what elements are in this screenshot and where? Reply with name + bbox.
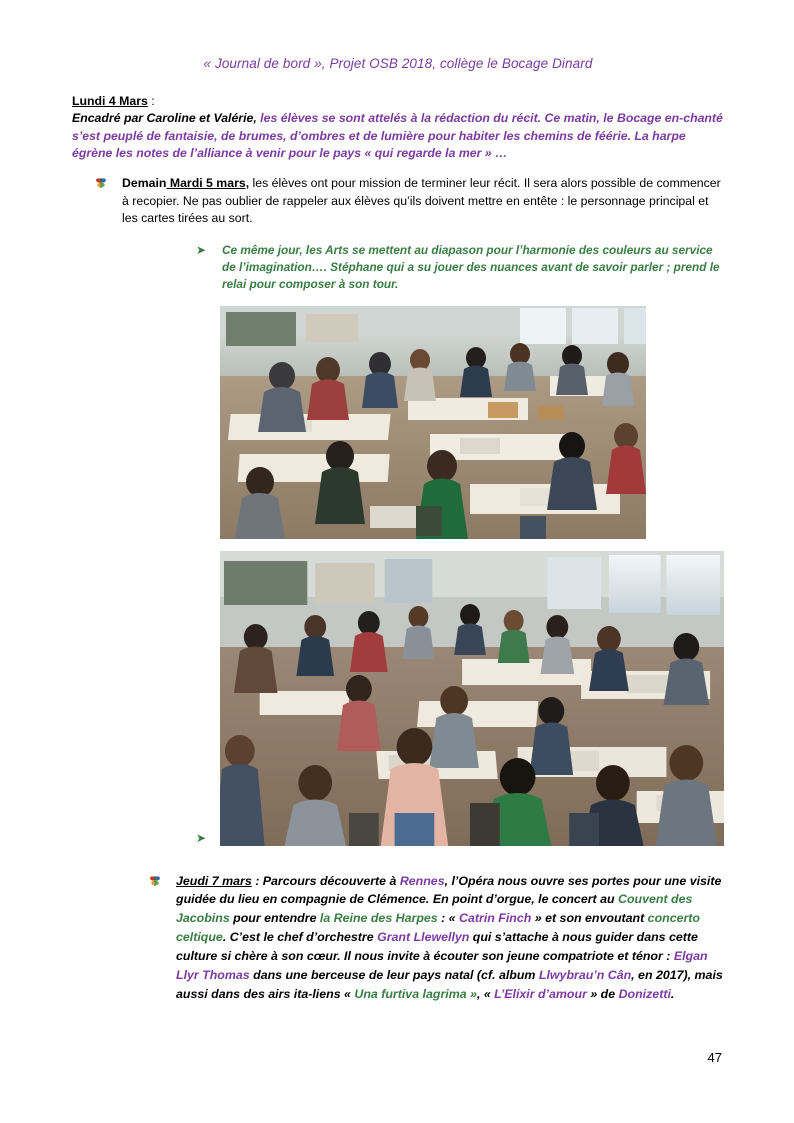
final-seg16: dans une berceuse de leur pays natal (cf. album (249, 967, 539, 982)
final-seg18: , en 2017), mais aussi dans des airs ita-liens « (176, 967, 723, 1001)
intro-purple-text: les élèves se sont attelés à la rédaction du récit. Ce matin, le Bocage en-chanté s’est peuplé de fantaisie, de brumes, d’ombres et de lumière pour habiter les chemins de féérie. La harpe égrène les notes de l’alliance à venir pour le pays « qui regarde la mer » … (72, 111, 723, 161)
final-seg22: » de (586, 986, 619, 1001)
document-header: « Journal de bord », Projet OSB 2018, collège le Bocage Dinard (203, 56, 593, 71)
arrow-bullet-icon-2: ➤ (196, 830, 207, 845)
final-grant-llewellyn: Grant Llewellyn (377, 930, 470, 945)
final-couvent: Couvent des Jacobins (176, 892, 693, 926)
intro-paragraph (72, 93, 724, 163)
final-seg10: » et son envoutant (531, 911, 648, 926)
bullet-demain-date: Mardi 5 mars, (166, 175, 250, 190)
final-seg20: , « (476, 986, 495, 1001)
bullet-item-demain (94, 175, 724, 228)
final-donizetti: Donizetti (618, 986, 671, 1001)
final-seg14: qui s’attache à nous guider dans cette culture si chère à son cœur. Il nous invite à écouter son jeune compatriote et ténor : (176, 930, 698, 963)
intro-colon: : (147, 94, 155, 108)
final-album: Llwybrau’n Cân (538, 967, 632, 982)
page-number: 47 (707, 1050, 722, 1065)
intro-date-heading: Lundi 4 Mars (72, 94, 148, 108)
final-reine-harpes: la Reine des Harpes (319, 911, 438, 926)
final-seg6: pour entendre (229, 911, 320, 926)
final-seg8: : « (437, 911, 460, 926)
classroom-photo-1 (220, 306, 646, 539)
final-seg12: . C’est le chef d’orchestre (222, 930, 378, 945)
sub-bullet-arts-text: Ce même jour, les Arts se mettent au diapason pour l’harmonie des couleurs au service de l’imagination…. Stéphane qui a su jouer des nuances avant de savoir parler ; prend le relai pour composer à son tour. (222, 243, 720, 292)
bullet-item-jeudi (148, 872, 724, 1004)
final-rennes: Rennes (399, 873, 445, 888)
classroom-photo-2 (220, 551, 724, 846)
butterfly-bullet-icon (94, 176, 108, 190)
intro-encadre-text: Encadré par Caroline et Valérie, (72, 111, 257, 126)
final-date: Jeudi 7 mars (176, 873, 252, 888)
arrow-bullet-icon: ➤ (196, 243, 207, 258)
final-catrin-finch: Catrin Finch (459, 911, 532, 926)
photo-container-2 (72, 551, 724, 846)
final-elixir: L’Elixir d’amour (494, 986, 587, 1001)
bullet-demain-rest: les élèves ont pour mission de terminer leur récit. Il sera alors possible de commencer à recopier. Ne pas oublier de rappeler aux élèves qu’ils doivent mettre en entête : le personnage principal et les cartes tirées au sort. (122, 175, 721, 226)
final-seg4: , l’Opéra nous ouvre ses portes pour une visite guidée du lieu en compagnie de Clémence. En point d’orgue, le concert au (176, 873, 722, 907)
final-seg24: . (670, 986, 675, 1001)
final-una-furtiva: Una furtiva lagrima » (354, 986, 477, 1001)
photo-container-1 (72, 306, 724, 539)
sub-bullet-arts (196, 242, 724, 293)
final-elgan-llyr-thomas: Elgan Llyr Thomas (176, 948, 708, 982)
butterfly-bullet-icon-2 (148, 874, 162, 888)
final-concerto: concerto celtique (176, 911, 700, 945)
bullet-demain-lead: Demain (122, 175, 167, 190)
final-seg2: : Parcours découverte à (251, 873, 400, 888)
